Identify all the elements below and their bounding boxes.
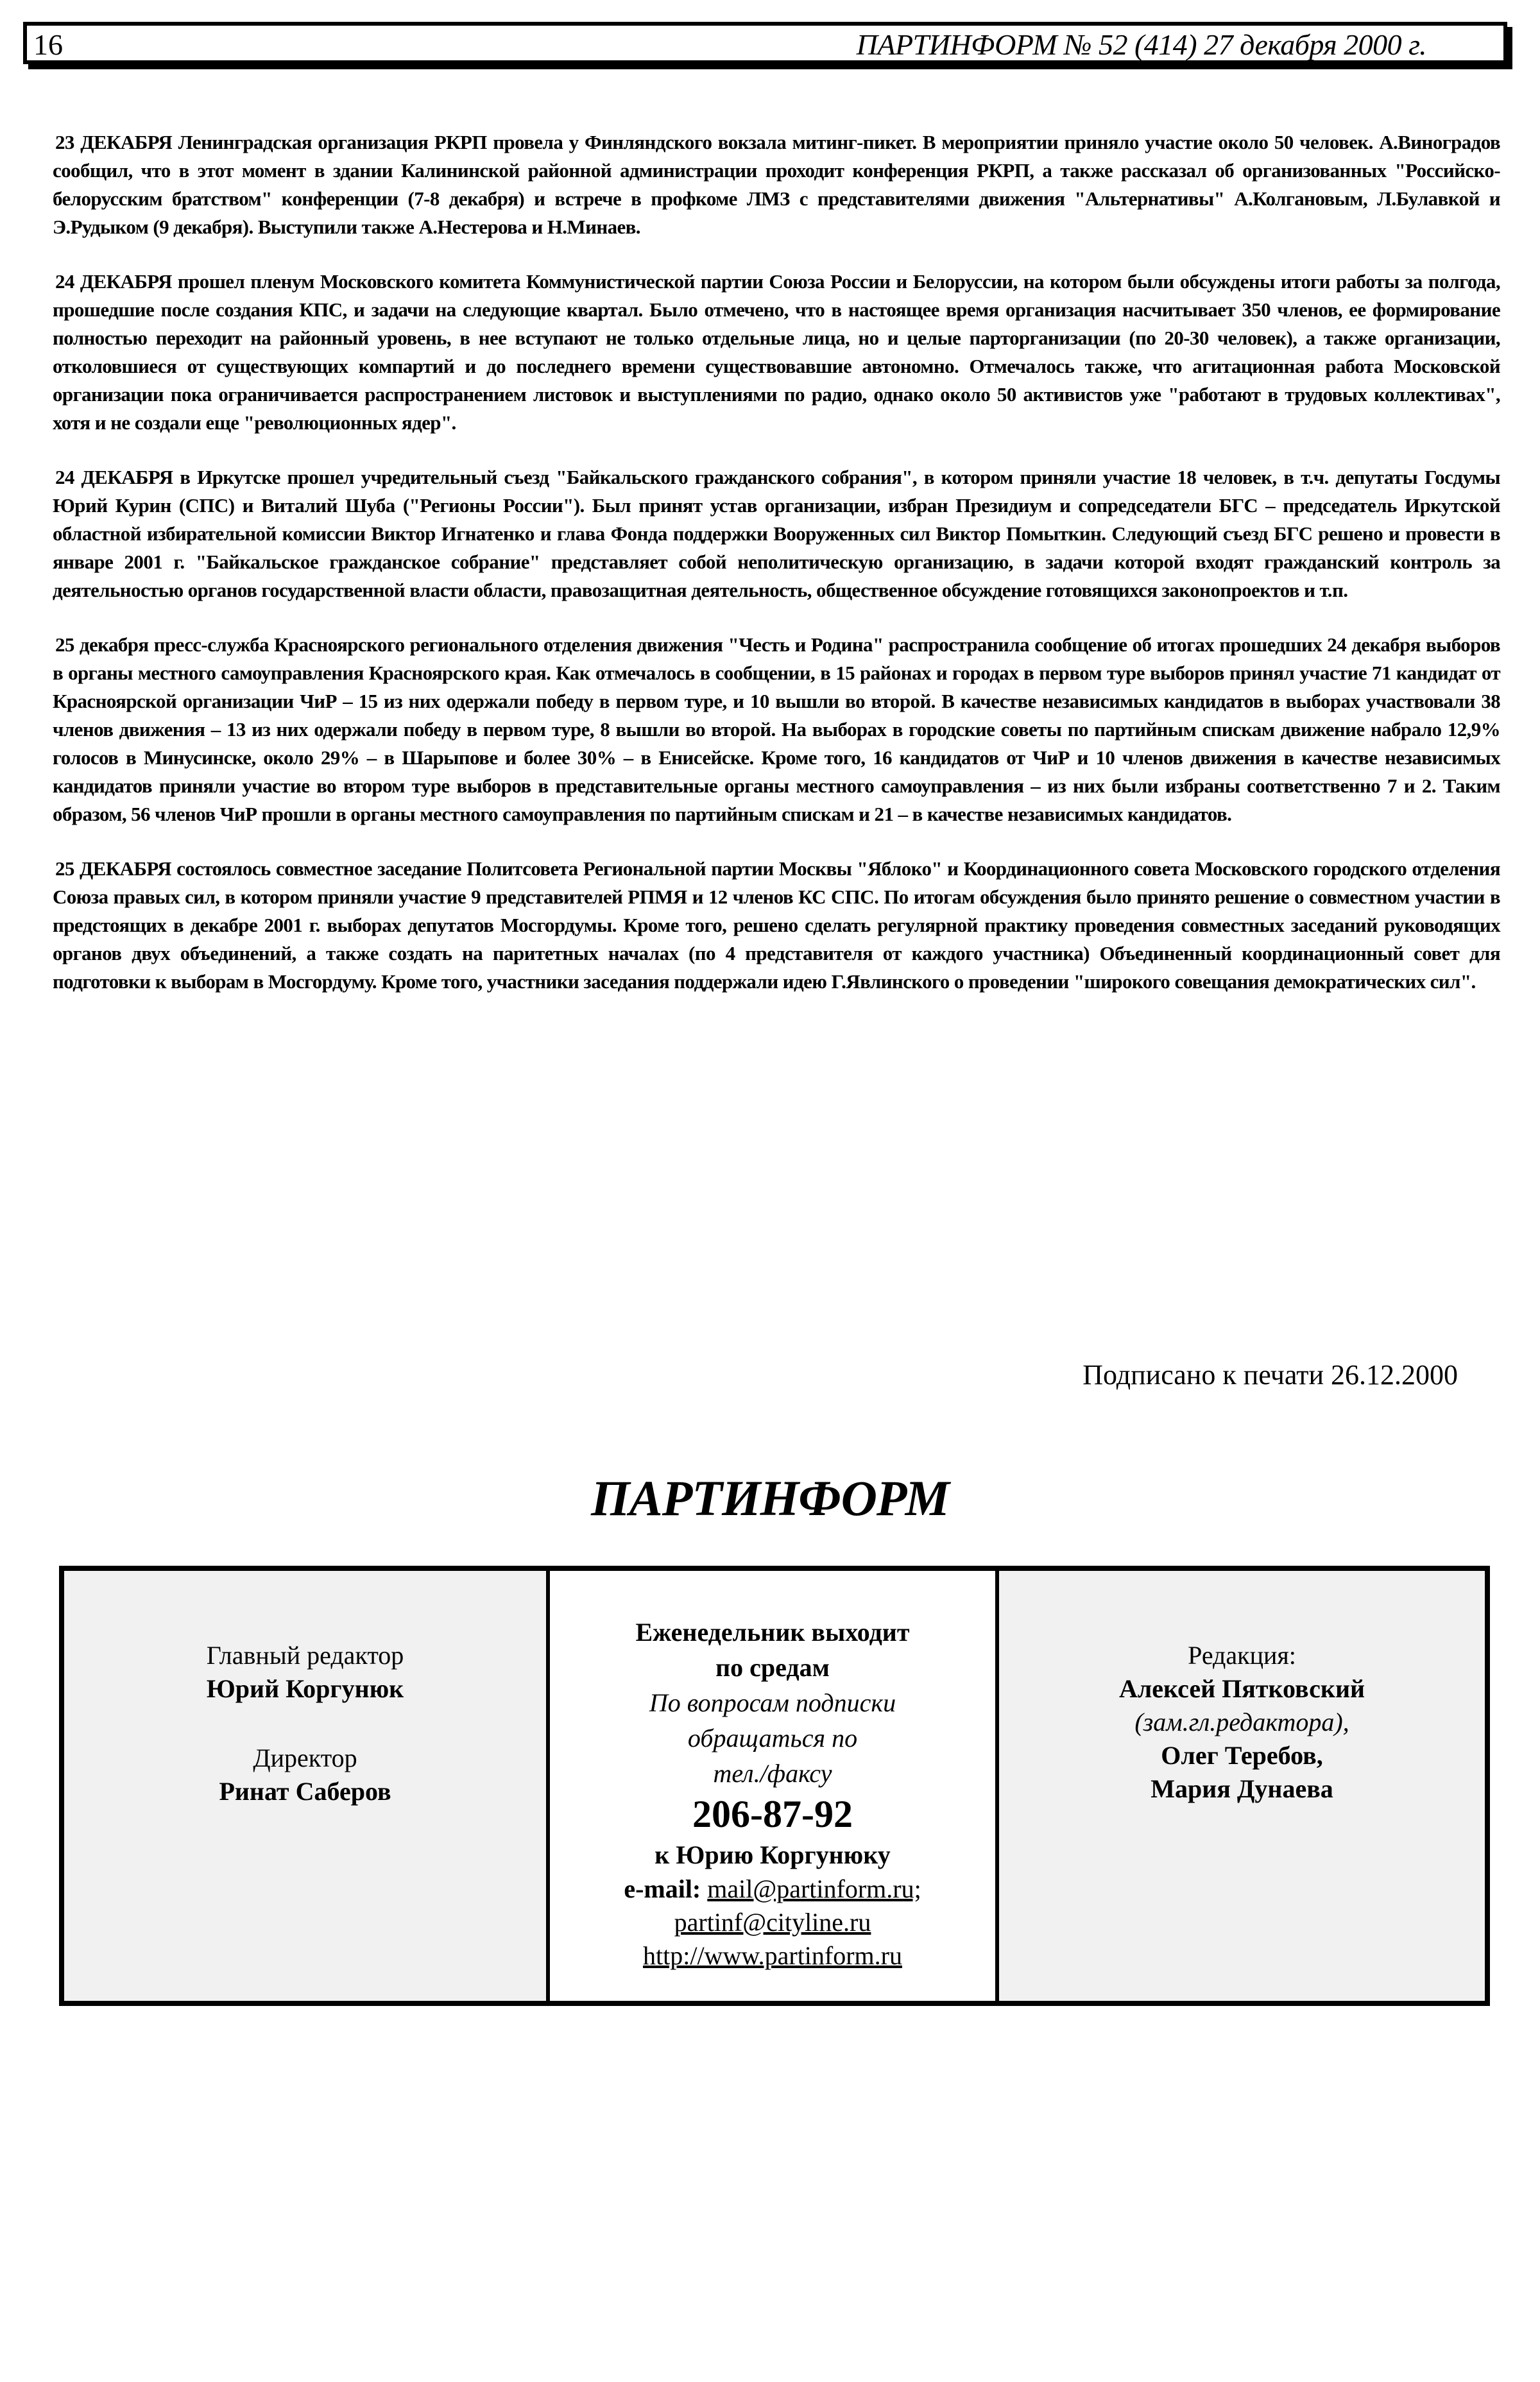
staff-column bbox=[64, 1571, 550, 2001]
signed-for-print: Подписано к печати 26.12.2000 bbox=[1082, 1359, 1458, 1391]
article-text: состоялось совместное заседание Политсовета Региональной партии Москвы "Яблоко" и Координационного совета Московского городского отделения Союза правых сил, в котором приняли участие 9 представителей РПМЯ и 12 членов КС СПС. По итогам обсуждения было принято решение о совместном участии в предстоящих в декабре 2001 г. выборах депутатов Мосгордумы. Кроме того, решено сделать регулярной практику проведения совместных заседаний руководящих органов двух объединений, а также создать на паритетных началах (по 4 представителя от каждого участника) Объединенный координационный совет для подготовки к выборам в Мосгордуму. Кроме того, участники заседания поддержали идею Г.Явлинского о проведении "широкого совещания демократических сил". bbox=[53, 857, 1500, 993]
publication-schedule: Еженедельник выходит bbox=[635, 1618, 910, 1647]
article-date: 25 декабря bbox=[55, 633, 149, 656]
editorial-name-2: Олег Теребов, bbox=[1161, 1741, 1323, 1770]
article-date: 23 ДЕКАБРЯ bbox=[55, 131, 173, 153]
article-item bbox=[53, 631, 1500, 828]
article-item bbox=[53, 268, 1500, 437]
editorial-name-3: Мария Дунаева bbox=[1151, 1774, 1333, 1803]
masthead-title: ПАРТИНФОРМ bbox=[591, 1470, 949, 1526]
article-date: 25 ДЕКАБРЯ bbox=[55, 857, 171, 880]
editorial-column bbox=[999, 1571, 1485, 2001]
website-link[interactable]: http://www.partinform.ru bbox=[642, 1941, 902, 1970]
subscription-note-3: тел./факсу bbox=[713, 1759, 832, 1788]
article-date: 24 ДЕКАБРЯ bbox=[55, 466, 173, 488]
masthead-info-box bbox=[59, 1566, 1490, 2006]
subscription-column bbox=[550, 1571, 999, 2001]
email-label: e-mail: bbox=[624, 1874, 701, 1903]
email-link-1[interactable]: mail@partinform.ru; bbox=[707, 1874, 921, 1903]
subscription-note-2: обращаться по bbox=[687, 1724, 858, 1752]
director-name: Ринат Саберов bbox=[219, 1777, 391, 1806]
email-link-2[interactable]: partinf@cityline.ru bbox=[674, 1908, 871, 1937]
publication-day: по средам bbox=[715, 1653, 830, 1682]
issue-title: ПАРТИНФОРМ № 52 (414) 27 декабря 2000 г. bbox=[856, 28, 1426, 61]
editorial-name-1-role: (зам.гл.редактора), bbox=[1134, 1708, 1349, 1736]
news-articles bbox=[53, 128, 1500, 1022]
editor-name: Юрий Коргунюк bbox=[206, 1674, 404, 1703]
article-date: 24 ДЕКАБРЯ bbox=[55, 270, 172, 293]
editorial-name-1: Алексей Пятковский bbox=[1118, 1674, 1365, 1703]
subscription-note-1: По вопросам подписки bbox=[649, 1688, 896, 1717]
article-text: пресс-служба Красноярского регионального отделения движения "Честь и Родина" распространила сообщение об итогах прошедших 24 декабря выборов в органы местного самоуправления Красноярского края. Как отмечалось в сообщении, в 15 районах и городах в первом туре выборов принял участие 71 кандидат от Красноярской организации ЧиР – 15 из них одержали победу в первом туре, и 10 вышли во второй. В качестве независимых кандидатов в выборах участвовали 38 членов движения – 13 из них одержали победу в первом туре, 8 вышли во второй. На выборах в городские советы по партийным спискам движение набрало 12,9% голосов в Минусинске, около 29% – в Шарыпове и более 30% – в Енисейске. Кроме того, 16 кандидатов от ЧиР и 10 членов движения в качестве независимых кандидатов приняли участие во втором туре выборов в представительные органы местного самоуправления – из них были избраны соответственно 7 и 2. Таким образом, 56 членов ЧиР прошли в органы местного самоуправления по партийным спискам и 21 – в качестве независимых кандидатов. bbox=[53, 633, 1500, 825]
director-role: Директор bbox=[253, 1744, 357, 1772]
article-text: Ленинградская организация РКРП провела у Финляндского вокзала митинг-пикет. В мероприятии приняло участие около 50 человек. А.Виноградов сообщил, что в этот момент в здании Калининской районной администрации проходит конференция РКРП, а также рассказал об организованных "Российско-белорусским братством" конференции (7-8 декабря) и встрече в профкоме ЛМЗ с представителями движения "Альтернативы" А.Колгановым, Л.Булавкой и Э.Рудыком (9 декабря). Выступили также А.Нестерова и Н.Минаев. bbox=[53, 131, 1500, 238]
page-header bbox=[23, 22, 1507, 64]
email-line bbox=[624, 1872, 921, 1906]
editor-role: Главный редактор bbox=[206, 1641, 404, 1670]
contact-person: к Юрию Коргунюку bbox=[654, 1840, 891, 1869]
article-text: в Иркутске прошел учредительный съезд "Байкальского гражданского собрания", в котором приняли участие 18 человек, в т.ч. депутаты Госдумы Юрий Курин (СПС) и Виталий Шуба ("Регионы России"). Был принят устав организации, избран Президиум и сопредседатели БГС – председатель Иркутской областной избирательной комиссии Виктор Игнатенко и глава Фонда поддержки Вооруженных сил Виктор Помыткин. Следующий съезд БГС решено и провести в январе 2001 г. "Байкальское гражданское собрание" представляет собой неполитическую организацию, в задачи которой входят гражданский контроль за деятельностью органов государственной власти области, правозащитная деятельность, общественное обсуждение готовящихся законопроектов и т.п. bbox=[53, 466, 1500, 601]
article-item bbox=[53, 855, 1500, 996]
page-number: 16 bbox=[33, 28, 63, 61]
article-item bbox=[53, 128, 1500, 241]
editorial-label: Редакция: bbox=[1188, 1641, 1296, 1670]
article-text: прошел пленум Московского комитета Коммунистической партии Союза России и Белоруссии, на котором были обсуждены итоги работы за полгода, прошедшие после создания КПС, и задачи на следующие квартал. Было отмечено, что в настоящее время организация насчитывает 350 членов, ее формирование полностью переходит на районный уровень, в нее вступают не только отдельные лица, но и целые парторганизации (по 20-30 человек), а также организации, отколовшиеся от существующих компартий и до последнего времени существовавшие автономно. Отмечалось также, что агитационная работа Московской организации пока ограничивается распространением листовок и выступлениями по радио, однако около 50 активистов уже "работают в трудовых коллективах", хотя и не создали еще "революционных ядер". bbox=[53, 270, 1500, 434]
article-item bbox=[53, 463, 1500, 604]
phone-number: 206-87-92 bbox=[692, 1793, 853, 1835]
